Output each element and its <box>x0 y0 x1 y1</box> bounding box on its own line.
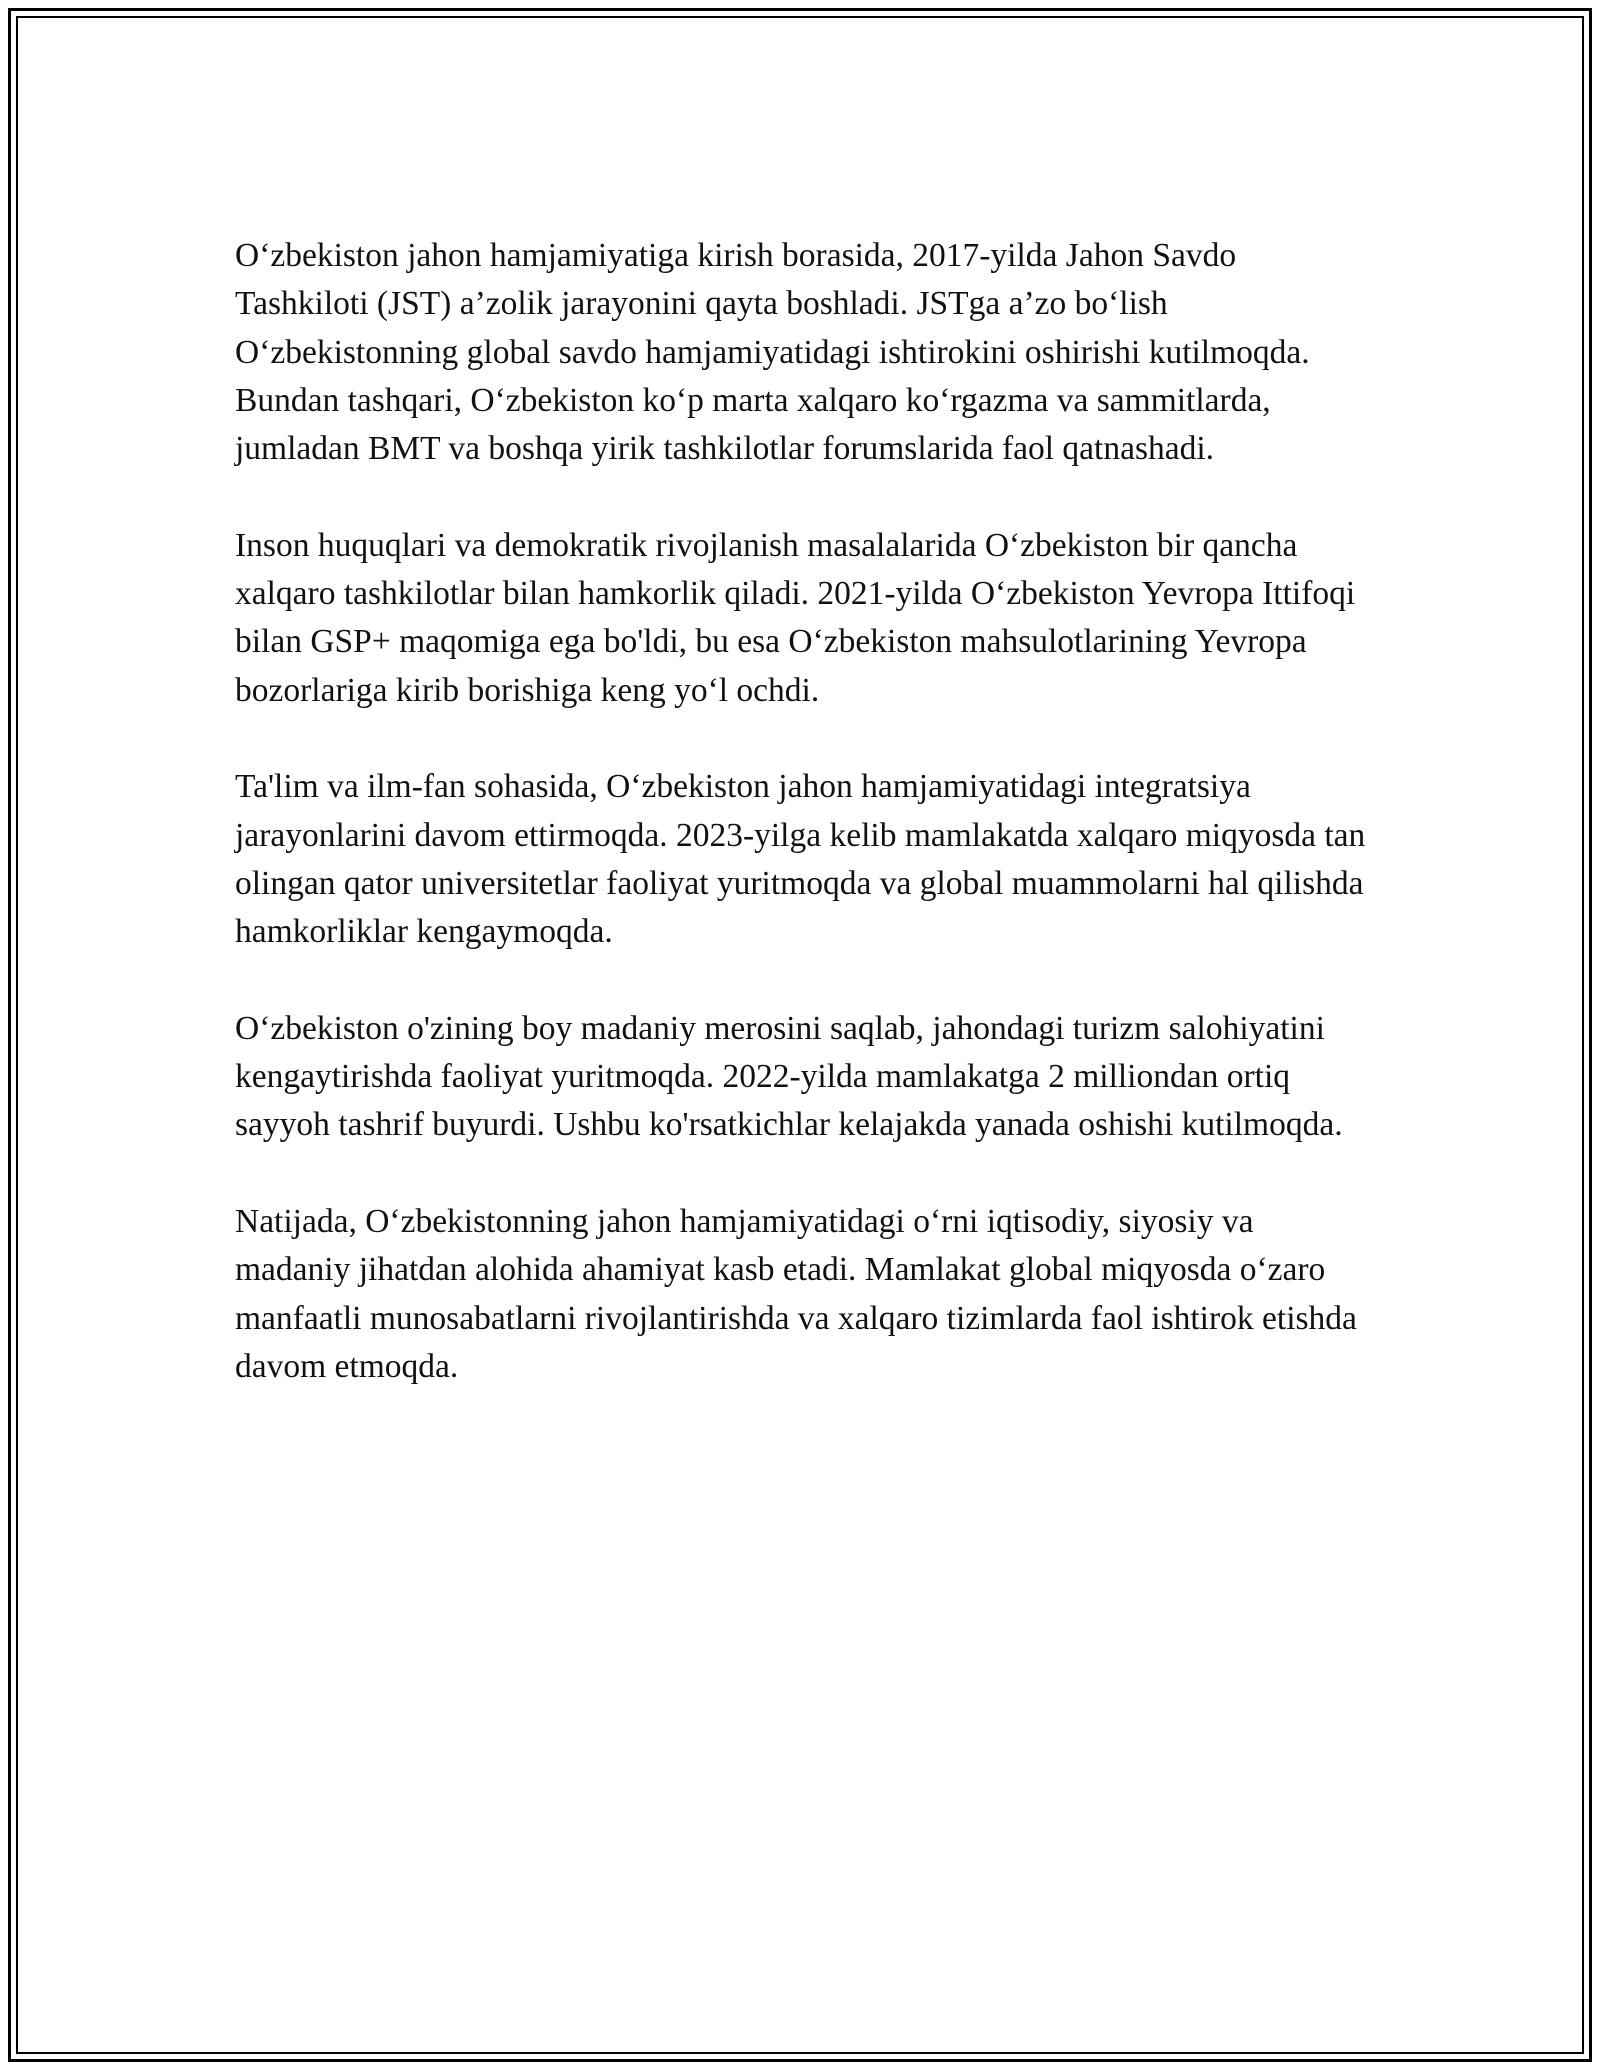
document-body <box>235 232 1370 1439</box>
paragraph-conclusion: Natijada, O‘zbekistonning jahon hamjamiyatidagi o‘rni iqtisodiy, siyosiy va madaniy jihatdan alohida ahamiyat kasb etadi. Mamlakat global miqyosda o‘zaro manfaatli munosabatlarni rivojlantirishda va xalqaro tizimlarda faol ishtirok etishda davom etmoqda. <box>235 1202 1357 1385</box>
paragraph-human-rights: Inson huquqlari va demokratik rivojlanish masalalarida O‘zbekiston bir qancha xalqaro tashkilotlar bilan hamkorlik qiladi. 2021-yilda O‘zbekiston Yevropa Ittifoqi bilan GSP+ maqomiga ega bo'ldi, bu esa O‘zbekiston mahsulotlarining Yevropa bozorlariga kirib borishiga keng yo‘l ochdi. <box>235 526 1356 709</box>
paragraph-wto-membership: O‘zbekiston jahon hamjamiyatiga kirish borasida, 2017-yilda Jahon Savdo Tashkiloti (JST) a’zolik jarayonini qayta boshladi. JSTga a’zo bo‘lish O‘zbekistonning global savdo hamjamiyatidagi ishtirokini oshirishi kutilmoqda. Bundan tashqari, O‘zbekiston ko‘p marta xalqaro ko‘rgazma va sammitlarda, jumladan BMT va boshqa yirik tashkilotlar forumslarida faol qatnashadi. <box>235 237 1310 468</box>
paragraph-tourism: O‘zbekiston o'zining boy madaniy merosini saqlab, jahondagi turizm salohiyatini kengaytirishda faoliyat yuritmoqda. 2022-yilda mamlakatga 2 milliondan ortiq sayyoh tashrif buyurdi. Ushbu ko'rsatkichlar kelajakda yanada oshishi kutilmoqda. <box>235 1009 1343 1144</box>
paragraph-education: Ta'lim va ilm-fan sohasida, O‘zbekiston jahon hamjamiyatidagi integratsiya jarayonlarini davom ettirmoqda. 2023-yilga kelib mamlakatda xalqaro miqyosda tan olingan qator universitetlar faoliyat yuritmoqda va global muammolarni hal qilishda hamkorliklar kengaymoqda. <box>235 768 1366 951</box>
